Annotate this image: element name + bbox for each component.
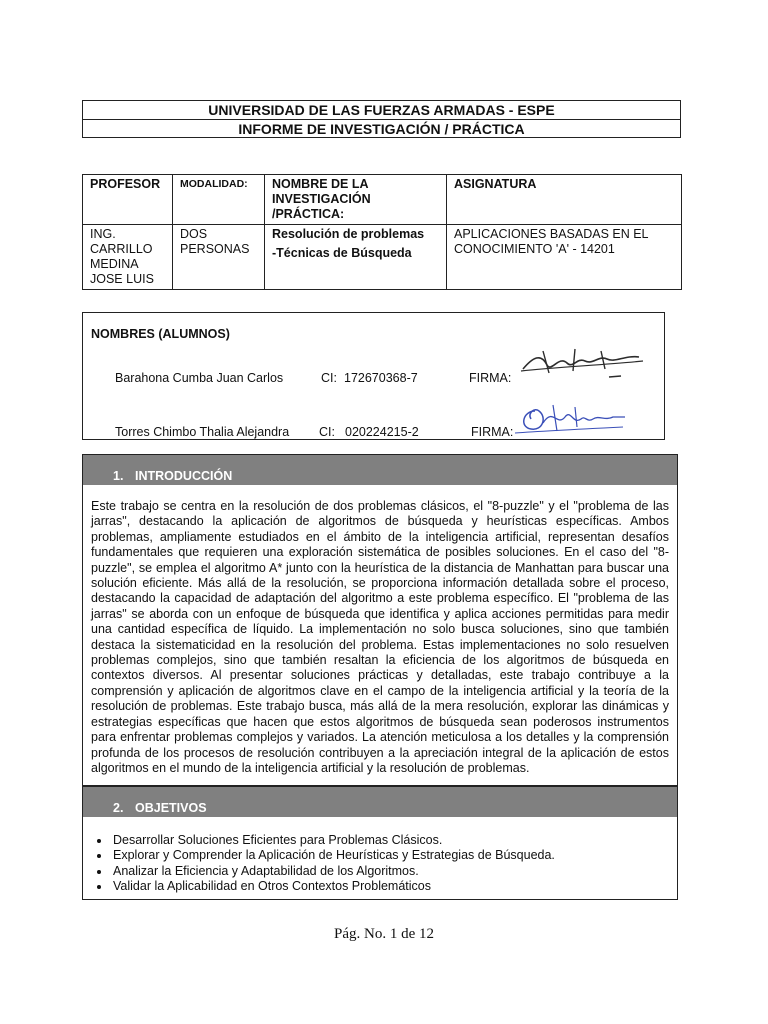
list-item: • Validar la Aplicabilidad en Otros Contextos Problemáticos	[111, 879, 677, 894]
introduction-text: Este trabajo se centra en la resolución de dos problemas clásicos, el "8-puzzle" y el "problema de las jarras", destacando la aplicación de algoritmos de búsqueda y heurísticas específicas. Ambos problemas, ampliamente estudiados en el ámbito de la inteligencia artificial, representan desafíos fundamentales que requieren una exploración sistemática de posibles soluciones. En el caso del "8-puzzle", se emplea el algoritmo A* junto con la heurística de la distancia de Manhattan para buscar una solución eficiente. Más allá de la resolución, se proporciona información detallada sobre el proceso, destacando la capacidad de adaptación del algoritmo a este problema específico. El "problema de las jarras" se aborda con un enfoque de búsqueda que identifica y aplica acciones permitidas para medir una cantidad específica de líquido. La implementación no solo busca soluciones, sino que también destaca la sistematicidad en la resolución del problema. Estas implementaciones no solo resuelven problemas complejos, sino que también resaltan la eficiencia de los algoritmos de búsqueda en contextos diversos. Al presentar soluciones prácticas y detalladas, este trabajo contribuye a la comprensión y aplicación de algoritmos clave en el campo de la inteligencia artificial y la teoría de la resolución de problemas. Este trabajo busca, más allá de la mera resolución, explorar las dinámicas y estrategias específicas que hacen que estos algoritmos de búsqueda sean poderosos instrumentos para enfrentar problemas complejos y variados. La atención meticulosa a los detalles y la comprensión profunda de los procesos de resolución contribuyen a la apreciación integral de la aplicación de estos algoritmos en el mundo de la inteligencia artificial y la resolución de problemas.	[91, 499, 669, 775]
research-name-header: NOMBRE DE LA INVESTIGACIÓN /PRÁCTICA:	[265, 175, 447, 225]
modality-header: MODALIDAD:	[173, 175, 265, 225]
student-name: Torres Chimbo Thalia Alejandra	[115, 425, 290, 439]
list-item: • Desarrollar Soluciones Eficientes para Problemas Clásicos.	[111, 833, 677, 848]
research-name-value	[265, 225, 447, 290]
student-ci: 172670368-7	[344, 371, 418, 385]
student-ci-label: CI:	[321, 371, 337, 385]
list-item: • Analizar la Eficiencia y Adaptabilidad de los Algoritmos.	[111, 864, 677, 879]
page-number: Pág. No. 1 de 12	[334, 926, 434, 942]
list-item: • Explorar y Comprender la Aplicación de Heurísticas y Estrategias de Búsqueda.	[111, 848, 677, 863]
objectives-number: 2.	[113, 801, 124, 815]
research-name-line1: Resolución de problemas	[272, 227, 425, 241]
university-name: UNIVERSIDAD DE LAS FUERZAS ARMADAS - ESPE	[83, 101, 680, 120]
objectives-list	[83, 833, 677, 895]
student-signature-1	[515, 343, 650, 383]
document-title-box	[82, 100, 681, 138]
introduction-number: 1.	[113, 469, 124, 483]
introduction-header	[83, 455, 677, 485]
info-table	[82, 174, 682, 290]
professor-header: PROFESOR	[83, 175, 173, 225]
report-type: INFORME DE INVESTIGACIÓN / PRÁCTICA	[238, 121, 525, 137]
students-box	[82, 312, 665, 440]
professor-value: ING. CARRILLO MEDINA JOSE LUIS	[83, 225, 173, 290]
student-name: Barahona Cumba Juan Carlos	[115, 371, 284, 385]
student-ci: 020224215-2	[345, 425, 419, 439]
subject-header: ASIGNATURA	[447, 175, 682, 225]
objectives-header	[83, 787, 677, 817]
student-signature-label: FIRMA:	[469, 371, 512, 385]
objectives-section	[82, 786, 678, 900]
info-table-value-row	[83, 225, 682, 290]
research-name-line2: -Técnicas de Búsqueda	[272, 246, 412, 260]
subject-value: APLICACIONES BASADAS EN EL CONOCIMIENTO 'A' - 14201	[447, 225, 682, 290]
info-table-header-row	[83, 175, 682, 225]
student-signature-label: FIRMA:	[471, 425, 514, 439]
student-signature-2	[513, 397, 633, 439]
introduction-title: INTRODUCCIÓN	[135, 469, 233, 483]
objectives-title: OBJETIVOS	[135, 801, 207, 815]
student-ci-label: CI:	[319, 425, 335, 439]
students-heading: NOMBRES (ALUMNOS)	[91, 327, 230, 341]
modality-value: DOS PERSONAS	[173, 225, 265, 290]
introduction-section	[82, 454, 678, 786]
